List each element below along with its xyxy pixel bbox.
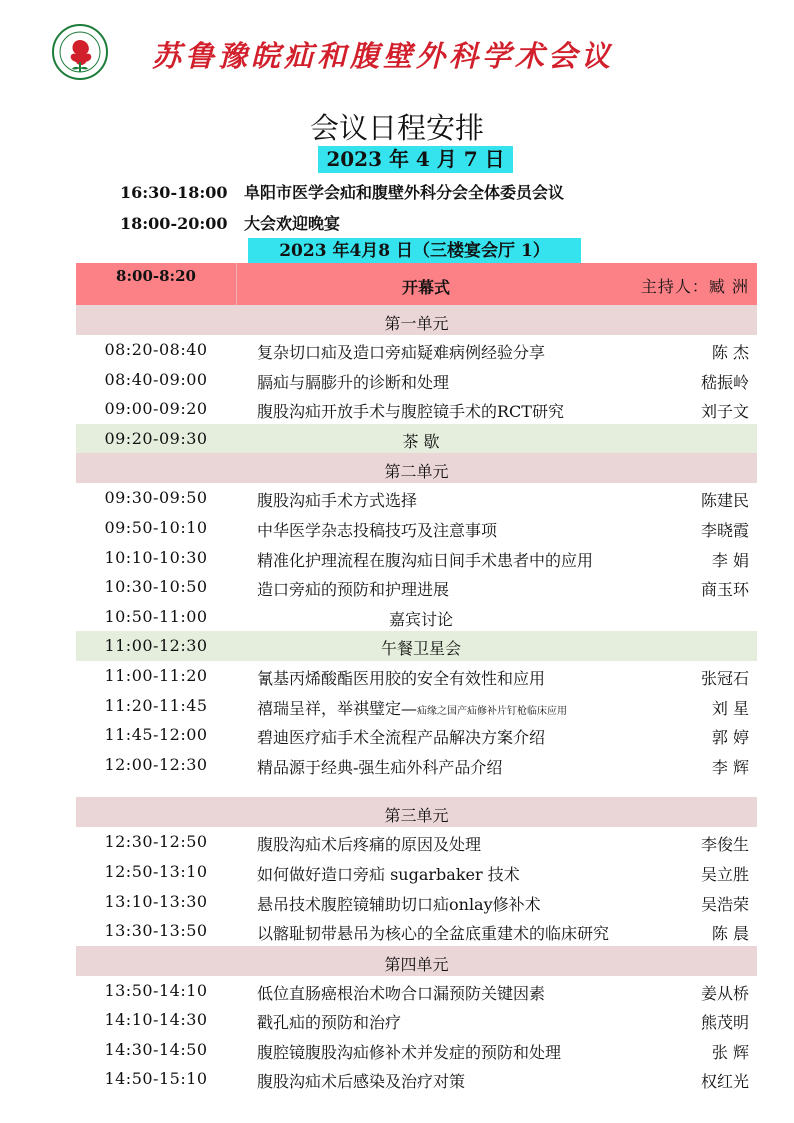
table-row [76, 513, 757, 543]
row-time: 13:10-13:30 [104, 891, 208, 911]
row-time: 09:20-09:30 [104, 428, 208, 448]
unit-header [76, 305, 757, 335]
row-topic: 中华医学杂志投稿技巧及注意事项 [257, 520, 498, 540]
table-row [76, 543, 757, 573]
table-row [76, 1035, 757, 1065]
day1-item [120, 180, 564, 203]
table-row [76, 916, 757, 946]
row-speaker: 李俊生 [700, 835, 749, 855]
row-time: 10:50-11:00 [104, 606, 208, 626]
table-row [76, 750, 757, 780]
day1-item-topic: 大会欢迎晚宴 [244, 214, 341, 233]
row-topic: 戳孔疝的预防和治疗 [257, 1013, 402, 1033]
row-speaker: 商玉环 [700, 580, 749, 600]
row-time: 08:40-09:00 [104, 369, 208, 389]
row-time: 09:00-09:20 [104, 399, 208, 419]
row-time: 11:45-12:00 [104, 725, 208, 745]
table-row [76, 1005, 757, 1035]
row-topic: 腹股沟疝开放手术与腹腔镜手术的RCT研究 [257, 402, 564, 422]
lunch-row [76, 631, 757, 661]
row-topic: 精准化护理流程在腹沟疝日间手术患者中的应用 [257, 550, 594, 570]
hospital-logo-icon [50, 22, 126, 82]
table-row [76, 483, 757, 513]
lunch-label: 午餐卫星会 [380, 639, 461, 659]
row-speaker: 姜从桥 [700, 983, 749, 1003]
row-topic-sub: 疝缘之国产疝修补片钉枪临床应用 [417, 705, 568, 717]
table-row [76, 1064, 757, 1094]
schedule-table [76, 263, 757, 1094]
table-row [76, 335, 757, 365]
unit-label: 第三单元 [384, 806, 449, 826]
discussion-label: 嘉宾讨论 [388, 609, 453, 629]
row-time: 11:20-11:45 [104, 695, 208, 715]
unit-label: 第一单元 [384, 314, 449, 333]
day1-item-topic: 阜阳市医学会疝和腹壁外科分会全体委员会议 [244, 183, 565, 202]
row-speaker: 吴浩荣 [700, 894, 749, 914]
row-time: 10:30-10:50 [104, 577, 208, 597]
row-topic: 悬吊技术腹腔镜辅助切口疝onlay修补术 [257, 894, 541, 914]
row-speaker: 陈 晨 [711, 924, 749, 944]
row-topic: 复杂切口疝及造口旁疝疑难病例经验分享 [257, 343, 546, 362]
row-speaker: 张冠石 [700, 668, 749, 688]
row-time: 11:00-11:20 [104, 665, 208, 685]
row-time: 14:30-14:50 [104, 1039, 208, 1059]
row-speaker: 郭 婷 [711, 728, 749, 748]
row-topic: 低位直肠癌根治术吻合口漏预防关键因素 [257, 983, 546, 1003]
row-time: 09:50-10:10 [104, 517, 208, 537]
row-time: 13:30-13:50 [104, 921, 208, 941]
opening-time: 8:00-8:20 [116, 267, 196, 285]
row-topic: 如何做好造口旁疝 sugarbaker 技术 [257, 864, 520, 884]
row-speaker: 李 辉 [711, 757, 749, 777]
row-time: 09:30-09:50 [104, 488, 208, 508]
day1-item-time: 18:00-20:00 [120, 214, 228, 233]
row-speaker: 刘 星 [711, 698, 749, 718]
row-time: 08:20-08:40 [104, 340, 208, 359]
conference-header [50, 22, 750, 82]
row-speaker: 熊茂明 [700, 1013, 749, 1033]
row-topic [257, 696, 567, 719]
row-time: 10:10-10:30 [104, 547, 208, 567]
table-row [76, 365, 757, 395]
opening-title: 开幕式 [401, 278, 450, 297]
row-time: 14:50-15:10 [104, 1069, 208, 1089]
row-topic: 氰基丙烯酸酯医用胶的安全有效性和应用 [257, 668, 546, 688]
unit-label: 第二单元 [384, 462, 449, 482]
row-topic-main: 禧瑞呈祥，举祺璧定— [257, 698, 418, 718]
table-row [76, 691, 757, 721]
row-time: 13:50-14:10 [104, 980, 208, 1000]
table-row [76, 394, 757, 424]
row-topic: 碧迪医疗疝手术全流程产品解决方案介绍 [257, 728, 546, 748]
row-speaker: 陈建民 [700, 491, 749, 511]
row-speaker: 张 辉 [711, 1042, 749, 1062]
row-speaker: 陈 杰 [711, 343, 749, 362]
conference-title: 苏鲁豫皖疝和腹壁外科学术会议 [152, 39, 615, 73]
discussion-row [76, 602, 757, 632]
row-time: 12:50-13:10 [104, 861, 208, 881]
day1-item-time: 16:30-18:00 [120, 183, 228, 202]
row-topic: 腹股沟疝手术方式选择 [257, 491, 418, 511]
break-row [76, 424, 757, 454]
row-time: 14:10-14:30 [104, 1010, 208, 1030]
table-row [76, 887, 757, 917]
table-row [76, 720, 757, 750]
row-topic: 腹腔镜腹股沟疝修补术并发症的预防和处理 [257, 1042, 562, 1062]
row-topic: 以髂耻韧带悬吊为核心的全盆底重建术的临床研究 [257, 924, 610, 944]
row-topic: 腹股沟疝术后疼痛的原因及处理 [257, 835, 482, 855]
row-speaker: 吴立胜 [700, 864, 749, 884]
unit-header [76, 946, 757, 976]
day1-item [120, 211, 340, 234]
row-speaker: 刘子文 [700, 402, 749, 422]
table-row [76, 976, 757, 1006]
table-row [76, 857, 757, 887]
day1-date: 2023 年 4 月 7 日 [318, 146, 513, 173]
table-row [76, 661, 757, 691]
row-topic: 造口旁疝的预防和护理进展 [257, 580, 450, 600]
day2-date: 2023 年4月8 日（三楼宴会厅 1） [248, 238, 581, 264]
row-time: 11:00-12:30 [104, 636, 208, 656]
spacer [76, 779, 757, 797]
row-topic: 腹股沟疝术后感染及治疗对策 [257, 1072, 466, 1092]
unit-header [76, 797, 757, 827]
opening-row [76, 263, 757, 305]
unit-header [76, 453, 757, 483]
unit-label: 第四单元 [384, 954, 449, 974]
row-topic: 膈疝与膈膨升的诊断和处理 [257, 372, 450, 392]
row-topic: 精品源于经典-强生疝外科产品介绍 [257, 757, 503, 777]
row-time: 12:00-12:30 [104, 754, 208, 774]
opening-host: 主持人：臧 洲 [640, 277, 749, 296]
schedule-title: 会议日程安排 [309, 111, 484, 145]
row-speaker: 李晓霞 [700, 520, 749, 540]
table-row [76, 572, 757, 602]
row-time: 12:30-12:50 [104, 832, 208, 852]
table-row [76, 827, 757, 857]
row-speaker: 李 娟 [711, 550, 749, 570]
row-speaker: 嵇振岭 [700, 372, 749, 392]
row-speaker: 权红光 [700, 1072, 749, 1092]
break-label: 茶 歇 [402, 431, 440, 451]
